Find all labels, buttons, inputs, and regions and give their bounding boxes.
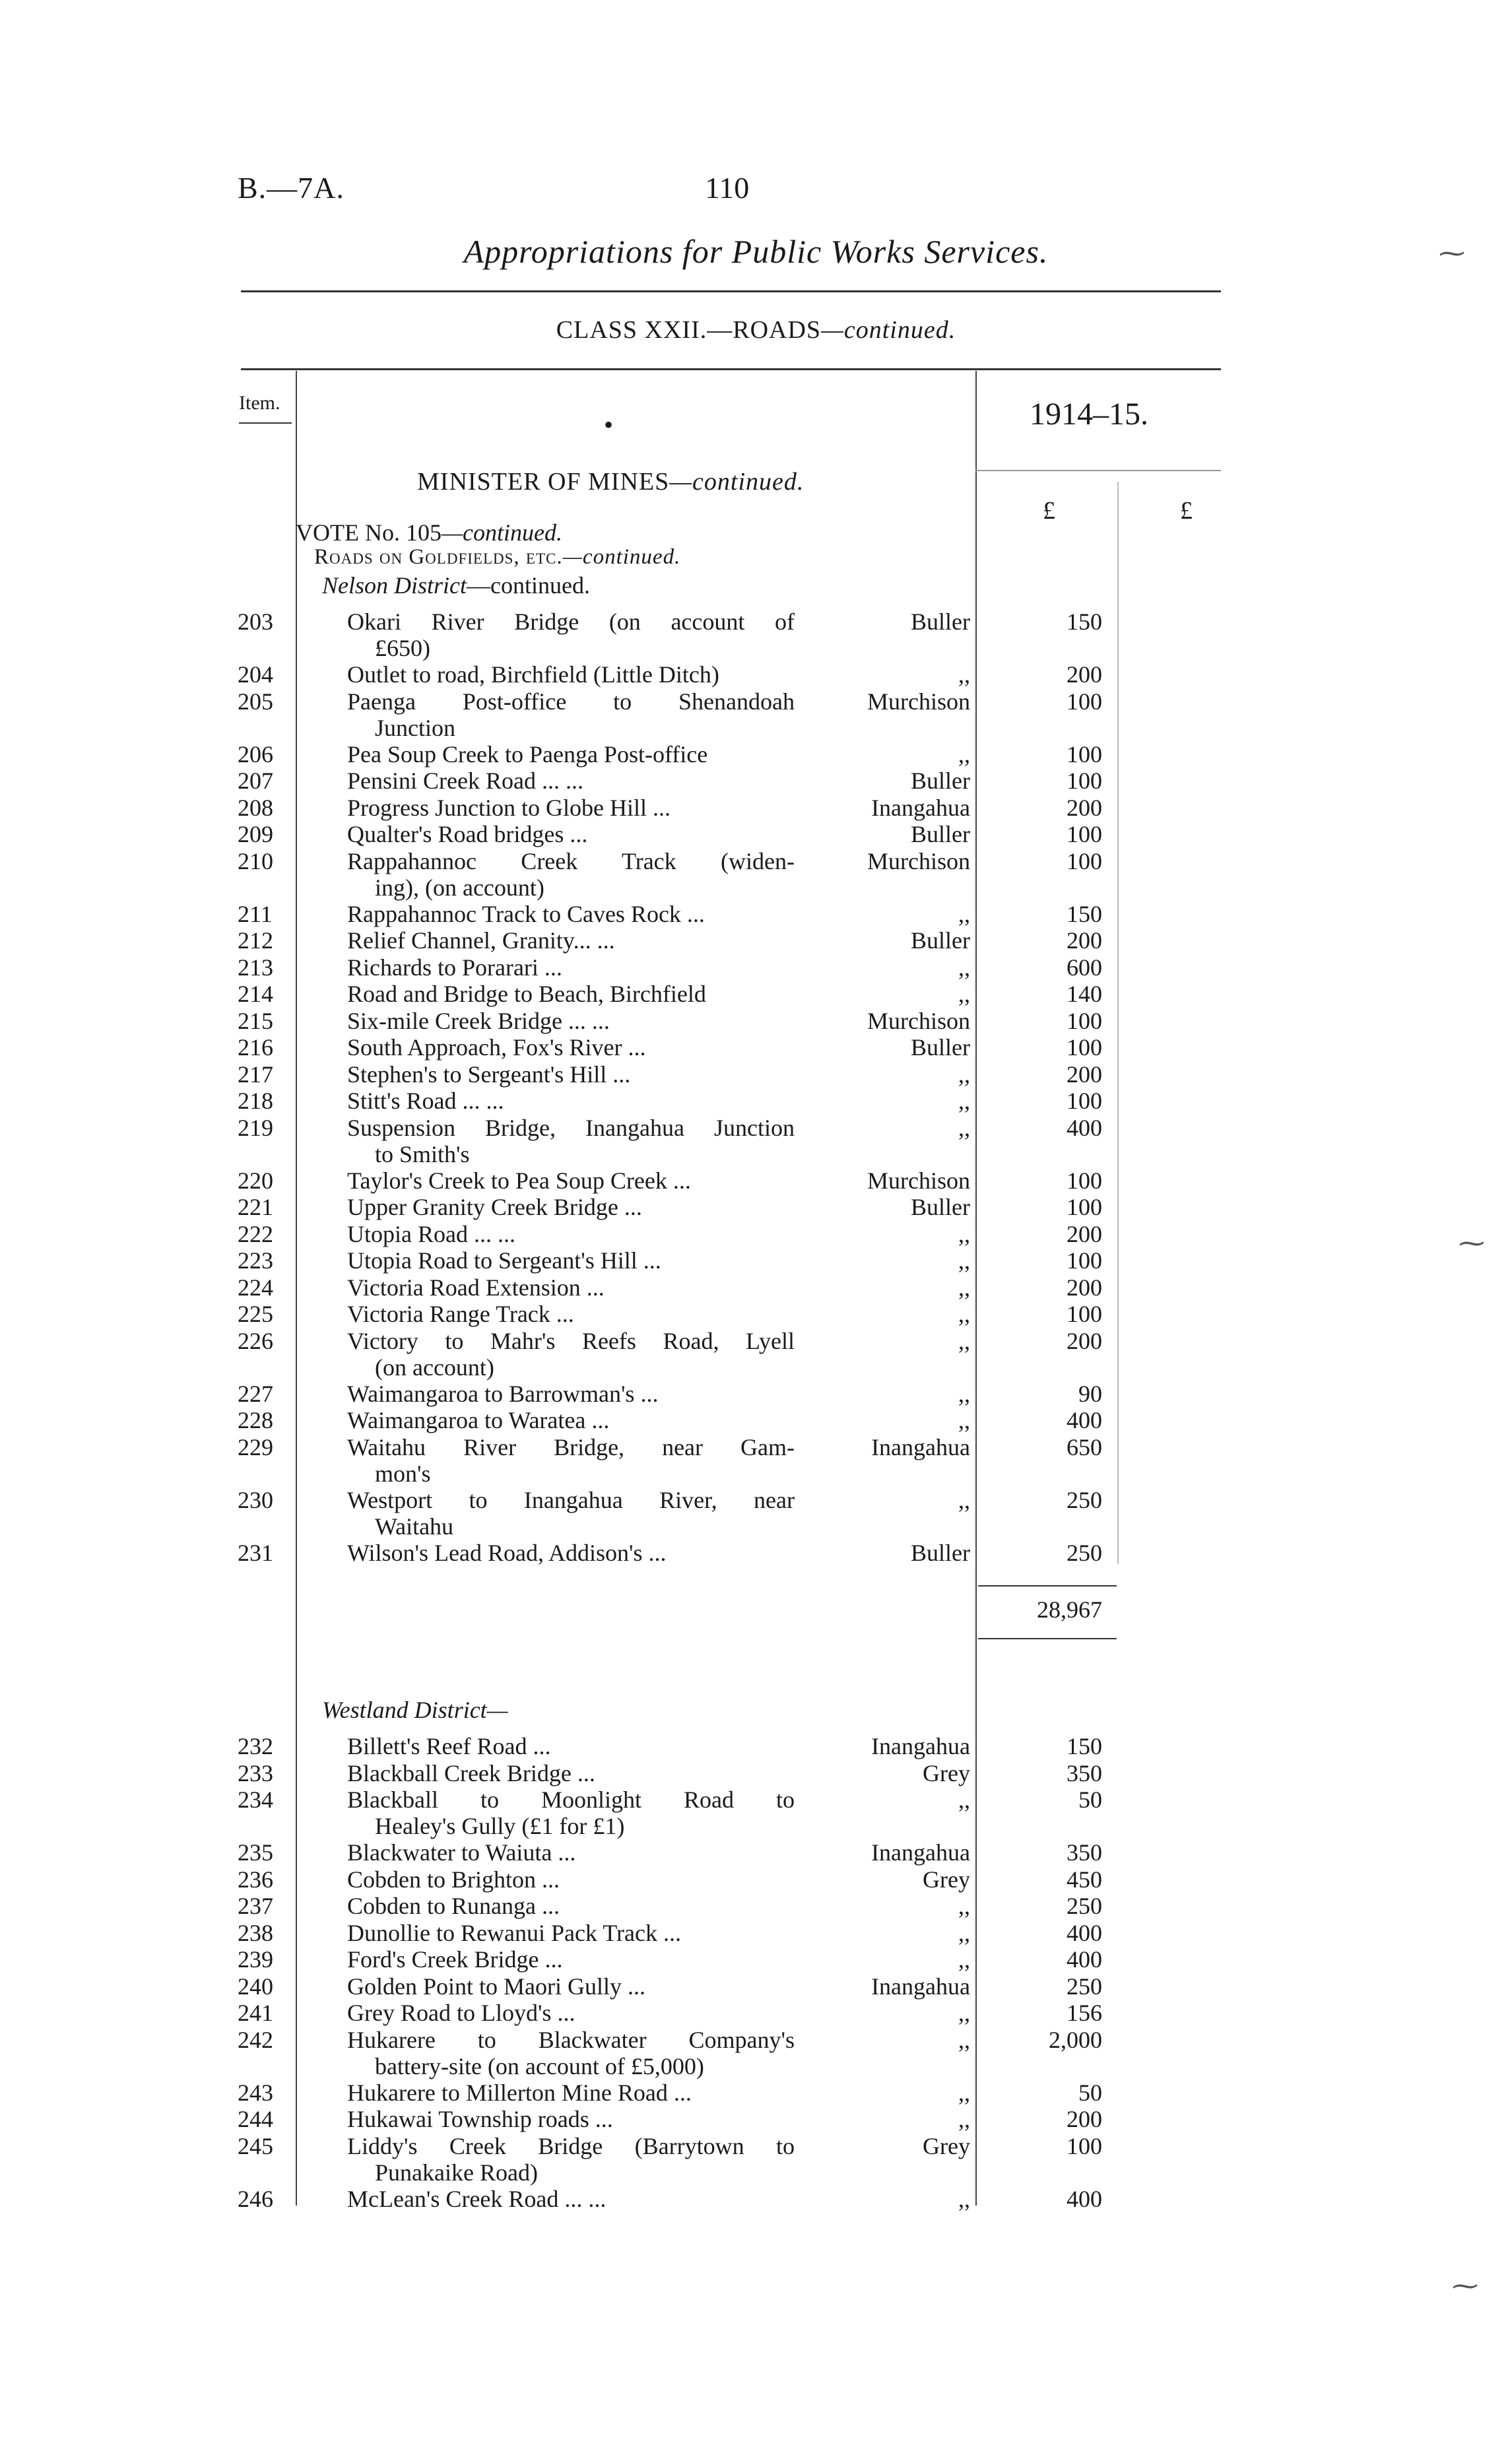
item-amount: 50 bbox=[1078, 1786, 1102, 1813]
item-number: 224 bbox=[238, 1274, 273, 1301]
item-amount: 100 bbox=[1067, 1167, 1102, 1194]
item-amount: 350 bbox=[1067, 1759, 1102, 1786]
item-number: 246 bbox=[238, 2185, 273, 2212]
item-description: Okari River Bridge (on account of bbox=[347, 608, 795, 635]
item-district: Buller bbox=[911, 1194, 970, 1220]
item-description-continued: battery-site (on account of £5,000) bbox=[375, 2052, 704, 2079]
item-number: 244 bbox=[238, 2106, 273, 2132]
item-number: 218 bbox=[238, 1088, 273, 1114]
item-description: Victoria Road Extension ... bbox=[347, 1274, 605, 1301]
item-description: Dunollie to Rewanui Pack Track ... bbox=[347, 1919, 681, 1946]
item-description: Suspension Bridge, Inangahua Junction bbox=[347, 1114, 795, 1141]
minister-heading-suffix: —continued. bbox=[669, 468, 805, 496]
item-amount: 250 bbox=[1067, 1973, 1102, 2000]
item-amount: 100 bbox=[1067, 740, 1102, 768]
item-number: 205 bbox=[238, 688, 273, 715]
item-description: Cobden to Brighton ... bbox=[347, 1866, 560, 1893]
item-number: 235 bbox=[238, 1839, 273, 1866]
item-district: ,, bbox=[958, 1380, 970, 1407]
item-district: Buller bbox=[911, 768, 970, 794]
item-number: 237 bbox=[238, 1893, 273, 1919]
item-amount: 150 bbox=[1067, 608, 1102, 635]
margin-mark-icon: ⁓ bbox=[1452, 2271, 1478, 2301]
item-amount: 50 bbox=[1078, 2079, 1102, 2106]
item-description: Ford's Creek Bridge ... bbox=[347, 1946, 563, 1973]
item-number: 225 bbox=[238, 1301, 273, 1327]
item-description: Waimangaroa to Waratea ... bbox=[347, 1407, 610, 1433]
item-district: ,, bbox=[958, 1247, 970, 1274]
item-district: ,, bbox=[958, 1407, 970, 1433]
roads-heading-suffix: —continued. bbox=[562, 545, 681, 569]
item-district: Murchison bbox=[867, 847, 970, 874]
item-amount: 200 bbox=[1067, 661, 1102, 688]
nelson-district-heading-main: Nelson District bbox=[322, 572, 467, 599]
item-district: Murchison bbox=[867, 1167, 970, 1194]
item-district: ,, bbox=[958, 1486, 970, 1513]
class-heading-main: CLASS XXII.—ROADS bbox=[556, 316, 822, 344]
item-description: Blackwater to Waiuta ... bbox=[347, 1839, 576, 1866]
item-district: Inangahua bbox=[871, 1733, 970, 1759]
item-amount: 250 bbox=[1067, 1486, 1102, 1513]
page-number: 110 bbox=[705, 171, 750, 205]
item-district: Buller bbox=[911, 821, 970, 847]
item-description-continued: Healey's Gully (£1 for £1) bbox=[375, 1813, 625, 1839]
item-district: ,, bbox=[958, 1301, 970, 1327]
item-district: ,, bbox=[958, 981, 970, 1007]
table-top-rule bbox=[241, 368, 1221, 370]
item-number: 221 bbox=[238, 1194, 273, 1220]
margin-mark-icon: ⁓ bbox=[1459, 1228, 1485, 1258]
item-amount: 600 bbox=[1067, 954, 1102, 981]
page-title: Appropriations for Public Works Services. bbox=[463, 233, 1049, 270]
item-number: 233 bbox=[238, 1759, 273, 1786]
item-number: 239 bbox=[238, 1946, 273, 1973]
item-district: Inangahua bbox=[871, 794, 970, 821]
item-amount: 400 bbox=[1067, 1919, 1102, 1946]
item-number: 216 bbox=[238, 1034, 273, 1061]
item-description: Rappahannoc Creek Track (widen- bbox=[347, 847, 795, 874]
item-number: 236 bbox=[238, 1866, 273, 1893]
item-amount: 200 bbox=[1067, 1220, 1102, 1247]
item-description-continued: £650) bbox=[375, 635, 430, 661]
item-number: 213 bbox=[238, 954, 273, 981]
item-number: 214 bbox=[238, 981, 273, 1007]
item-amount: 100 bbox=[1067, 1247, 1102, 1274]
item-description: Qualter's Road bridges ... bbox=[347, 821, 588, 847]
item-amount: 150 bbox=[1067, 1733, 1102, 1759]
item-number: 227 bbox=[238, 1380, 273, 1407]
item-description-continued: Punakaike Road) bbox=[375, 2159, 538, 2186]
item-number: 220 bbox=[238, 1167, 273, 1194]
item-district: ,, bbox=[958, 2026, 970, 2053]
item-amount: 100 bbox=[1067, 768, 1102, 794]
item-number: 207 bbox=[238, 768, 273, 794]
item-description: Outlet to road, Birchfield (Little Ditch) bbox=[347, 661, 719, 688]
item-description: Progress Junction to Globe Hill ... bbox=[347, 794, 671, 821]
item-description: Blackball Creek Bridge ... bbox=[347, 1759, 595, 1786]
item-description: Hukawai Township roads ... bbox=[347, 2106, 613, 2132]
item-district: ,, bbox=[958, 1786, 970, 1813]
item-number: 241 bbox=[238, 2000, 273, 2026]
item-amount: 140 bbox=[1067, 981, 1102, 1007]
item-description: Richards to Porarari ... bbox=[347, 954, 562, 981]
item-district: ,, bbox=[958, 1088, 970, 1114]
item-district: ,, bbox=[958, 1893, 970, 1919]
item-description: Pensini Creek Road ... ... bbox=[347, 768, 583, 794]
item-description: Hukarere to Millerton Mine Road ... bbox=[347, 2079, 692, 2106]
item-number: 211 bbox=[238, 900, 273, 927]
item-amount: 200 bbox=[1067, 1327, 1102, 1354]
item-amount: 100 bbox=[1067, 1034, 1102, 1061]
item-amount: 100 bbox=[1067, 1007, 1102, 1034]
item-description: Stitt's Road ... ... bbox=[347, 1088, 504, 1114]
item-description: McLean's Creek Road ... ... bbox=[347, 2185, 607, 2212]
item-number: 231 bbox=[238, 1539, 273, 1566]
amount-column-divider bbox=[975, 371, 977, 2206]
item-description: Waitahu River Bridge, near Gam- bbox=[347, 1433, 795, 1460]
item-number: 219 bbox=[238, 1114, 273, 1141]
item-description: Westport to Inangahua River, near bbox=[347, 1486, 795, 1513]
item-description-continued: (on account) bbox=[375, 1354, 494, 1381]
item-district: ,, bbox=[958, 2079, 970, 2106]
nelson-district-heading bbox=[322, 572, 590, 599]
item-district: ,, bbox=[958, 1274, 970, 1301]
westland-district-heading: Westland District— bbox=[322, 1697, 508, 1723]
item-district: Inangahua bbox=[871, 1973, 970, 2000]
item-amount: 100 bbox=[1067, 688, 1102, 715]
item-description: Utopia Road to Sergeant's Hill ... bbox=[347, 1247, 661, 1274]
class-heading bbox=[0, 315, 1512, 344]
item-amount: 400 bbox=[1067, 1114, 1102, 1141]
item-district: Buller bbox=[911, 1034, 970, 1061]
item-district: Inangahua bbox=[871, 1839, 970, 1866]
item-district: Buller bbox=[911, 1539, 970, 1566]
item-amount: 250 bbox=[1067, 1893, 1102, 1919]
item-description-continued: ing), (on account) bbox=[375, 874, 544, 901]
item-number: 210 bbox=[238, 847, 273, 874]
item-column-divider bbox=[296, 371, 297, 2206]
item-number: 226 bbox=[238, 1327, 273, 1354]
item-description: Victory to Mahr's Reefs Road, Lyell bbox=[347, 1327, 795, 1354]
item-amount: 100 bbox=[1067, 847, 1102, 874]
item-number: 230 bbox=[238, 1486, 273, 1513]
header-dot: • bbox=[604, 410, 614, 440]
item-number: 204 bbox=[238, 661, 273, 688]
item-amount: 200 bbox=[1067, 927, 1102, 954]
item-number: 212 bbox=[238, 927, 273, 954]
subtotal-top-rule bbox=[978, 1585, 1117, 1587]
minister-heading-main: MINISTER OF MINES bbox=[417, 468, 670, 496]
item-number: 208 bbox=[238, 794, 273, 821]
item-description: Upper Granity Creek Bridge ... bbox=[347, 1194, 642, 1220]
item-number: 245 bbox=[238, 2132, 273, 2159]
item-number: 232 bbox=[238, 1733, 273, 1759]
item-district: Grey bbox=[923, 1759, 970, 1786]
item-district: ,, bbox=[958, 1220, 970, 1247]
item-district: ,, bbox=[958, 740, 970, 768]
item-description-continued: mon's bbox=[375, 1460, 431, 1487]
item-amount: 200 bbox=[1067, 1061, 1102, 1088]
item-number: 206 bbox=[238, 740, 273, 768]
item-number: 228 bbox=[238, 1407, 273, 1433]
item-district: Buller bbox=[911, 608, 970, 635]
item-amount: 400 bbox=[1067, 2185, 1102, 2212]
item-amount: 400 bbox=[1067, 1946, 1102, 1973]
item-description: Liddy's Creek Bridge (Barrytown to bbox=[347, 2132, 795, 2159]
item-amount: 100 bbox=[1067, 1088, 1102, 1114]
year-header-rule bbox=[975, 470, 1221, 471]
item-number: 238 bbox=[238, 1919, 273, 1946]
nelson-district-heading-suffix: —continued. bbox=[467, 572, 590, 599]
item-district: ,, bbox=[958, 661, 970, 688]
item-district: ,, bbox=[958, 954, 970, 981]
item-number: 240 bbox=[238, 1973, 273, 2000]
item-description: Road and Bridge to Beach, Birchfield bbox=[347, 981, 706, 1007]
item-district: Buller bbox=[911, 927, 970, 954]
item-amount: 150 bbox=[1067, 900, 1102, 927]
item-description: Hukarere to Blackwater Company's bbox=[347, 2026, 795, 2053]
item-description: Cobden to Runanga ... bbox=[347, 1893, 560, 1919]
vote-heading-suffix: —continued. bbox=[441, 519, 562, 546]
item-description-continued: Junction bbox=[375, 714, 455, 741]
class-heading-suffix: —continued. bbox=[821, 316, 956, 344]
item-number: 234 bbox=[238, 1786, 273, 1813]
inner-amount-divider bbox=[1117, 482, 1119, 1564]
item-district: ,, bbox=[958, 2000, 970, 2026]
item-amount: 156 bbox=[1067, 2000, 1102, 2026]
item-amount: 100 bbox=[1067, 1194, 1102, 1220]
item-amount: 250 bbox=[1067, 1539, 1102, 1566]
item-description: Stephen's to Sergeant's Hill ... bbox=[347, 1061, 631, 1088]
vote-heading bbox=[296, 519, 562, 546]
item-district: ,, bbox=[958, 1327, 970, 1354]
vote-heading-main: VOTE No. 105 bbox=[296, 519, 442, 546]
item-description-continued: to Smith's bbox=[375, 1140, 470, 1167]
item-description: South Approach, Fox's River ... bbox=[347, 1034, 646, 1061]
roads-heading-main: Roads on Goldfields, etc. bbox=[314, 545, 563, 569]
item-amount: 350 bbox=[1067, 1839, 1102, 1866]
item-district: Murchison bbox=[867, 1007, 970, 1034]
item-amount: 100 bbox=[1067, 1301, 1102, 1327]
item-amount: 450 bbox=[1067, 1866, 1102, 1893]
item-description: Relief Channel, Granity... ... bbox=[347, 927, 615, 954]
item-number: 242 bbox=[238, 2026, 273, 2053]
item-description: Pea Soup Creek to Paenga Post-office bbox=[347, 740, 708, 768]
item-amount: 2,000 bbox=[1049, 2026, 1102, 2053]
pound-symbol-second: £ bbox=[1180, 497, 1193, 525]
item-number: 203 bbox=[238, 608, 273, 635]
item-description: Waimangaroa to Barrowman's ... bbox=[347, 1380, 659, 1407]
item-district: ,, bbox=[958, 2106, 970, 2132]
item-number: 229 bbox=[238, 1433, 273, 1460]
item-district: ,, bbox=[958, 2185, 970, 2212]
item-district: ,, bbox=[958, 1919, 970, 1946]
item-district: ,, bbox=[958, 1114, 970, 1141]
item-district: Murchison bbox=[867, 688, 970, 715]
item-amount: 400 bbox=[1067, 1407, 1102, 1433]
item-number: 215 bbox=[238, 1007, 273, 1034]
item-amount: 200 bbox=[1067, 794, 1102, 821]
item-description: Victoria Range Track ... bbox=[347, 1301, 574, 1327]
item-description: Six-mile Creek Bridge ... ... bbox=[347, 1007, 610, 1034]
document-reference: B.—7A. bbox=[238, 171, 345, 205]
item-amount: 100 bbox=[1067, 821, 1102, 847]
item-description: Billett's Reef Road ... bbox=[347, 1733, 551, 1759]
item-description: Rappahannoc Track to Caves Rock ... bbox=[347, 900, 705, 927]
item-description: Blackball to Moonlight Road to bbox=[347, 1786, 795, 1813]
item-amount: 200 bbox=[1067, 1274, 1102, 1301]
item-number: 222 bbox=[238, 1220, 273, 1247]
top-rule bbox=[241, 290, 1221, 292]
item-column-header: Item. bbox=[239, 392, 280, 414]
item-amount: 650 bbox=[1067, 1433, 1102, 1460]
item-amount: 90 bbox=[1078, 1380, 1102, 1407]
item-district: Inangahua bbox=[871, 1433, 970, 1460]
margin-mark-icon: ⁓ bbox=[1439, 238, 1465, 268]
item-district: Grey bbox=[923, 2132, 970, 2159]
item-amount: 200 bbox=[1067, 2106, 1102, 2132]
pound-symbol-first: £ bbox=[1043, 497, 1055, 525]
item-district: ,, bbox=[958, 1946, 970, 1973]
item-district: Grey bbox=[923, 1866, 970, 1893]
item-amount: 100 bbox=[1067, 2132, 1102, 2159]
item-description: Wilson's Lead Road, Addison's ... bbox=[347, 1539, 667, 1566]
item-number: 223 bbox=[238, 1247, 273, 1274]
item-description: Taylor's Creek to Pea Soup Creek ... bbox=[347, 1167, 691, 1194]
item-description: Utopia Road ... ... bbox=[347, 1220, 515, 1247]
item-description: Grey Road to Lloyd's ... bbox=[347, 2000, 575, 2026]
minister-heading bbox=[417, 467, 804, 496]
year-column-header: 1914–15. bbox=[1030, 397, 1148, 432]
item-district: ,, bbox=[958, 1061, 970, 1088]
item-description-continued: Waitahu bbox=[375, 1513, 454, 1540]
item-number: 243 bbox=[238, 2079, 273, 2106]
item-number: 217 bbox=[238, 1061, 273, 1088]
roads-heading bbox=[314, 545, 680, 570]
item-district: ,, bbox=[958, 900, 970, 927]
item-description: Golden Point to Maori Gully ... bbox=[347, 1973, 645, 2000]
item-number: 209 bbox=[238, 821, 273, 847]
nelson-subtotal: 28,967 bbox=[1037, 1596, 1102, 1623]
item-description: Paenga Post-office to Shenandoah bbox=[347, 688, 795, 715]
item-header-rule bbox=[239, 422, 292, 424]
subtotal-bottom-rule bbox=[978, 1638, 1117, 1639]
